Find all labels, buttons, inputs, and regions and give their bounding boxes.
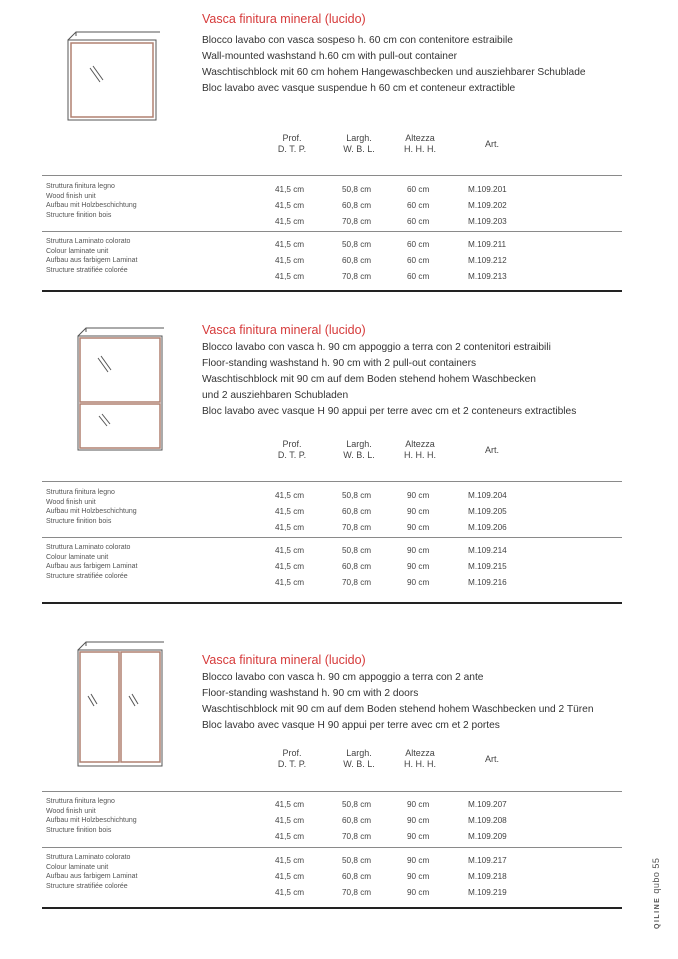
table-row: 41,5 cm 50,8 cm 90 cm M.109.207 — [275, 800, 507, 809]
page-number: 55 — [651, 857, 661, 869]
desc-line: Floor-standing washstand h. 90 cm with 2 doors — [202, 688, 419, 699]
header-depth: Prof. D. T. P. — [277, 439, 307, 460]
header-height: Altezza H. H. H. — [403, 133, 436, 154]
table-row: 41,5 cm 50,8 cm 90 cm M.109.214 — [275, 546, 507, 555]
section-title: Vasca finitura mineral (lucido) — [202, 323, 366, 337]
divider — [42, 847, 622, 848]
brand-name: QILINE — [654, 896, 661, 929]
table-row: 41,5 cm 50,8 cm 60 cm M.109.201 — [275, 185, 507, 194]
table-row: 41,5 cm 70,8 cm 90 cm M.109.216 — [275, 578, 507, 587]
table-row: 41,5 cm 60,8 cm 90 cm M.109.215 — [275, 562, 507, 571]
table-row: 41,5 cm 50,8 cm 60 cm M.109.211 — [275, 240, 507, 249]
header-width: Largh. W. B. L. — [343, 133, 375, 154]
header-width: Largh. W. B. L. — [343, 748, 375, 769]
desc-line: Wall-mounted washstand h.60 cm with pull-out container — [202, 51, 458, 62]
desc-line: Waschtischblock mit 90 cm auf dem Boden stehend hohem Waschbecken und 2 Türen — [202, 704, 594, 715]
group-label: Struttura finitura legno Wood finish unit Aufbau mit Holzbeschichtung Structure finition bois — [46, 489, 137, 525]
table-row: 41,5 cm 60,8 cm 60 cm M.109.212 — [275, 256, 507, 265]
divider — [42, 175, 622, 176]
desc-line: Bloc lavabo avec vasque H 90 appui per terre avec cm et 2 conteneurs extractibles — [202, 406, 577, 417]
desc-line: und 2 ausziehbaren Schubladen — [202, 390, 349, 401]
group-label: Struttura finitura legno Wood finish unit Aufbau mit Holzbeschichtung Structure finition bois — [46, 183, 137, 219]
desc-line: Waschtischblock mit 90 cm auf dem Boden stehend hohem Waschbecken — [202, 374, 536, 385]
group-label: Struttura Laminato colorato Colour laminate unit Aufbau aus farbigem Laminat Structure stratifiée colorée — [46, 854, 138, 890]
table-row: 41,5 cm 70,8 cm 90 cm M.109.219 — [275, 888, 507, 897]
header-width: Largh. W. B. L. — [343, 439, 375, 460]
desc-line: Blocco lavabo con vasca sospeso h. 60 cm con contenitore estraibile — [202, 35, 513, 46]
desc-line: Blocco lavabo con vasca h. 90 cm appoggio a terra con 2 contenitori estraibili — [202, 342, 551, 353]
header-depth: Prof. D. T. P. — [277, 133, 307, 154]
table-row: 41,5 cm 70,8 cm 90 cm M.109.209 — [275, 832, 507, 841]
desc-line: Waschtischblock mit 60 cm hohem Hangewaschbecken und ausziehbarer Schublade — [202, 67, 586, 78]
section-end-rule — [42, 907, 622, 909]
group-label: Struttura Laminato colorato Colour laminate unit Aufbau aus farbigem Laminat Structure stratifiée colorée — [46, 544, 138, 580]
floor-washstand-drawers-drawing — [72, 324, 166, 452]
section-description — [202, 340, 576, 420]
section-title: Vasca finitura mineral (lucido) — [202, 12, 366, 26]
section-title: Vasca finitura mineral (lucido) — [202, 653, 366, 667]
table-row: 41,5 cm 60,8 cm 90 cm M.109.208 — [275, 816, 507, 825]
divider — [42, 231, 622, 232]
floor-washstand-doors-drawing — [72, 638, 166, 768]
table-row: 41,5 cm 70,8 cm 60 cm M.109.213 — [275, 272, 507, 281]
table-row: 41,5 cm 50,8 cm 90 cm M.109.204 — [275, 491, 507, 500]
header-height: Altezza H. H. H. — [403, 748, 436, 769]
section-end-rule — [42, 602, 622, 604]
header-article: Art. — [484, 445, 499, 455]
group-label: Struttura Laminato colorato Colour laminate unit Aufbau aus farbigem Laminat Structure stratifiée colorée — [46, 238, 138, 274]
desc-line: Bloc lavabo avec vasque H 90 appui per terre avec cm et 2 portes — [202, 720, 500, 731]
divider — [42, 537, 622, 538]
section-description — [202, 670, 593, 734]
desc-line: Floor-standing washstand h. 90 cm with 2 pull-out containers — [202, 358, 477, 369]
desc-line: Blocco lavabo con vasca h. 90 cm appoggio a terra con 2 ante — [202, 672, 484, 683]
header-article: Art. — [484, 139, 499, 149]
table-row: 41,5 cm 60,8 cm 60 cm M.109.202 — [275, 201, 507, 210]
divider — [42, 481, 622, 482]
wall-washstand-drawing — [62, 26, 160, 122]
group-label: Struttura finitura legno Wood finish unit Aufbau mit Holzbeschichtung Structure finition bois — [46, 798, 137, 834]
section-end-rule — [42, 290, 622, 292]
table-row: 41,5 cm 60,8 cm 90 cm M.109.205 — [275, 507, 507, 516]
header-article: Art. — [484, 754, 499, 764]
page-footer — [651, 858, 661, 929]
header-height: Altezza H. H. H. — [403, 439, 436, 460]
table-row: 41,5 cm 70,8 cm 90 cm M.109.206 — [275, 523, 507, 532]
desc-line: Bloc lavabo avec vasque suspendue h 60 cm et conteneur extractible — [202, 83, 516, 94]
table-row: 41,5 cm 60,8 cm 90 cm M.109.218 — [275, 872, 507, 881]
section-description — [202, 33, 586, 97]
table-row: 41,5 cm 50,8 cm 90 cm M.109.217 — [275, 856, 507, 865]
header-depth: Prof. D. T. P. — [277, 748, 307, 769]
product-line: qubo — [651, 871, 661, 894]
divider — [42, 791, 622, 792]
table-row: 41,5 cm 70,8 cm 60 cm M.109.203 — [275, 217, 507, 226]
